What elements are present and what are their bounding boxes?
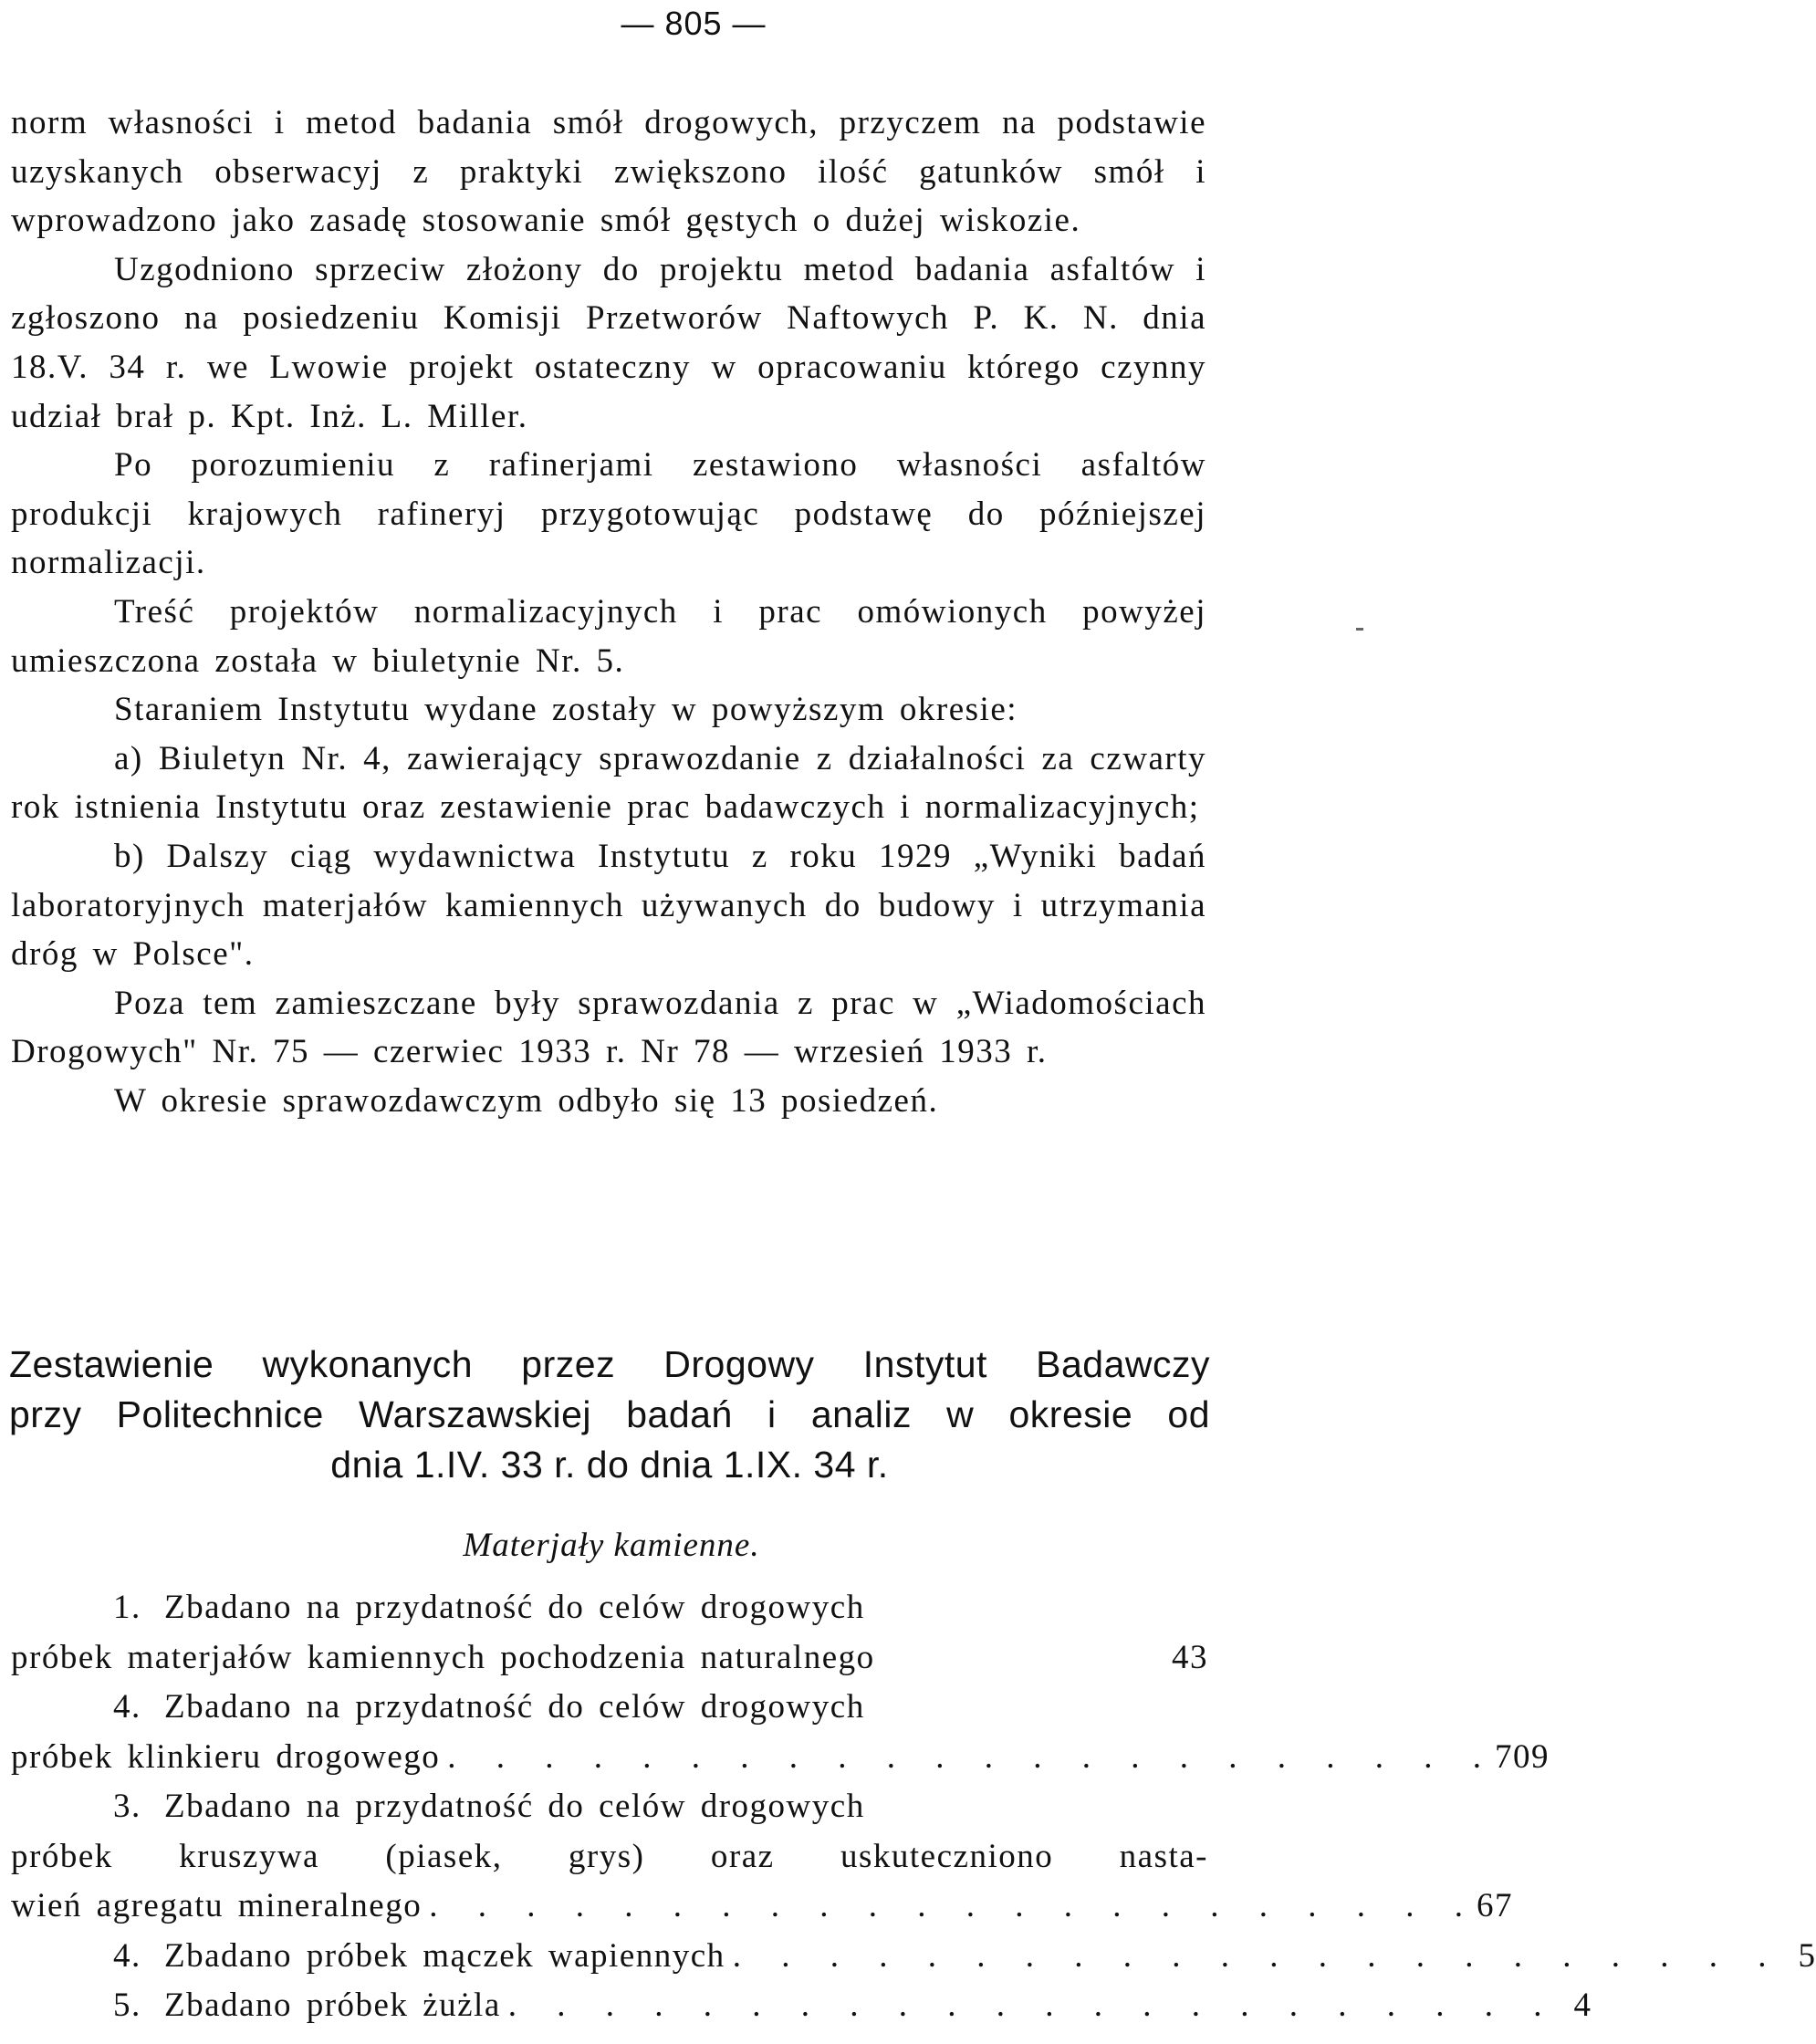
- items-list: [11, 1583, 1816, 2031]
- item-text: próbek materjałów kamiennych pochodzenia naturalnego: [11, 1638, 875, 1676]
- item-text: próbek klinkieru drogowego: [11, 1737, 441, 1776]
- item-text: Zbadano próbek mączek wapiennych: [164, 1936, 725, 1975]
- list-item-end: [11, 1733, 1550, 1783]
- dot-leader: . . . . . . . . . . . . . . . . . . . . . .: [507, 1987, 1556, 2024]
- dot-leader: . . . . . . . . . . . . . . . . . . . . . .: [732, 1936, 1780, 1975]
- item-number: 4.: [113, 1936, 141, 1975]
- list-item-end: [11, 1882, 1513, 1932]
- list-item-a: a) Biuletyn Nr. 4, zawierający sprawozdanie z działalności za czwarty rok istnienia Instytutu oraz zestawienie prac badawczych i normalizacyjnych;: [11, 739, 1206, 827]
- subheading: Materjały kamienne.: [463, 1527, 760, 1564]
- list-item-end: [11, 1981, 1592, 2031]
- item-number: 5.: [113, 1987, 141, 2024]
- list-item-b: b) Dalszy ciąg wydawnictwa Instytutu z roku 1929 „Wyniki badań laboratoryjnych materjałów kamiennych używanych do budowy i utrzymania dróg w Polsce".: [11, 837, 1206, 974]
- paragraph: W okresie sprawozdawczym odbyło się 13 posiedzeń.: [114, 1081, 939, 1120]
- item-line: [11, 1981, 501, 2031]
- paragraph: Treść projektów normalizacyjnych i prac omówionych powyżej umieszczona została w biuletynie Nr. 5.: [11, 592, 1206, 680]
- body-text: [11, 99, 1206, 1125]
- item-text: Zbadano na przydatność do celów drogowych: [164, 1688, 865, 1726]
- item-text: Zbadano na przydatność do celów drogowych: [164, 1788, 865, 1825]
- item-line: [11, 1683, 865, 1733]
- item-text: wień agregatu mineralnego: [11, 1887, 423, 1924]
- paragraph: norm własności i metod badania smół drogowych, przyczem na podstawie uzyskanych obserwacyj z praktyki zwiększono ilość gatunków smół i wprowadzono jako zasadę stosowanie smół gęstych o dużej wiskozie.: [11, 104, 1206, 240]
- item-count: 4: [1573, 1987, 1592, 2024]
- item-count: 709: [1495, 1737, 1550, 1776]
- page-number: — 805 —: [621, 5, 767, 42]
- list-item-end: [11, 1633, 1208, 1684]
- item-line: [11, 1932, 725, 1982]
- item-line: [11, 1782, 865, 1832]
- item-count: 67: [1476, 1887, 1513, 1924]
- paragraph: Poza tem zamieszczane były sprawozdania z prac w „Wiadomościach Drogowych" Nr. 75 — czerwiec 1933 r. Nr 78 — wrzesień 1933 r.: [11, 984, 1206, 1071]
- item-text: próbek kruszywa (piasek, grys) oraz uskuteczniono nasta-: [11, 1837, 1208, 1875]
- item-number: 3.: [113, 1788, 141, 1825]
- paragraph: Staraniem Instytutu wydane zostały w powyższym okresie:: [114, 691, 1018, 729]
- item-text: Zbadano na przydatność do celów drogowych: [164, 1589, 865, 1626]
- list-item: [11, 1583, 1208, 1633]
- list-item: [11, 1683, 1208, 1733]
- heading-line: przy Politechnice Warszawskiej badań i analiz w okresie od: [9, 1393, 1210, 1435]
- item-count: 5: [1798, 1936, 1816, 1975]
- scan-speck: [1356, 628, 1363, 631]
- section-heading: [9, 1340, 1210, 1490]
- dot-leader: . . . . . . . . . . . . . . . . . . . . . .: [447, 1737, 1496, 1776]
- paragraph: Uzgodniono sprzeciw złożony do projektu metod badania asfaltów i zgłoszono na posiedzeniu Komisji Przetworów Naftowych P. K. N. dnia 18.V. 34 r. we Lwowie projekt ostateczny w opracowaniu którego czynny udział brał p. Kpt. Inż. L. Miller.: [11, 250, 1206, 435]
- heading-line: Zestawienie wykonanych przez Drogowy Instytut Badawczy: [9, 1343, 1210, 1385]
- item-line: [11, 1583, 865, 1633]
- list-item: [11, 1782, 1208, 1832]
- heading-line: dnia 1.IV. 33 r. do dnia 1.IX. 34 r.: [330, 1444, 889, 1486]
- dot-leader: . . . . . . . . . . . . . . . . . . . . . .: [429, 1887, 1477, 1924]
- list-item-line: [11, 1832, 1208, 1882]
- list-item-end: [11, 1932, 1816, 1982]
- item-number: 1.: [113, 1589, 141, 1626]
- paragraph: Po porozumieniu z rafinerjami zestawiono własności asfaltów produkcji krajowych rafineryj przygotowując podstawę do późniejszej normalizacji.: [11, 446, 1206, 582]
- item-count: 43: [1172, 1638, 1208, 1676]
- item-number: 4.: [113, 1688, 141, 1726]
- item-text: Zbadano próbek żużla: [164, 1987, 501, 2024]
